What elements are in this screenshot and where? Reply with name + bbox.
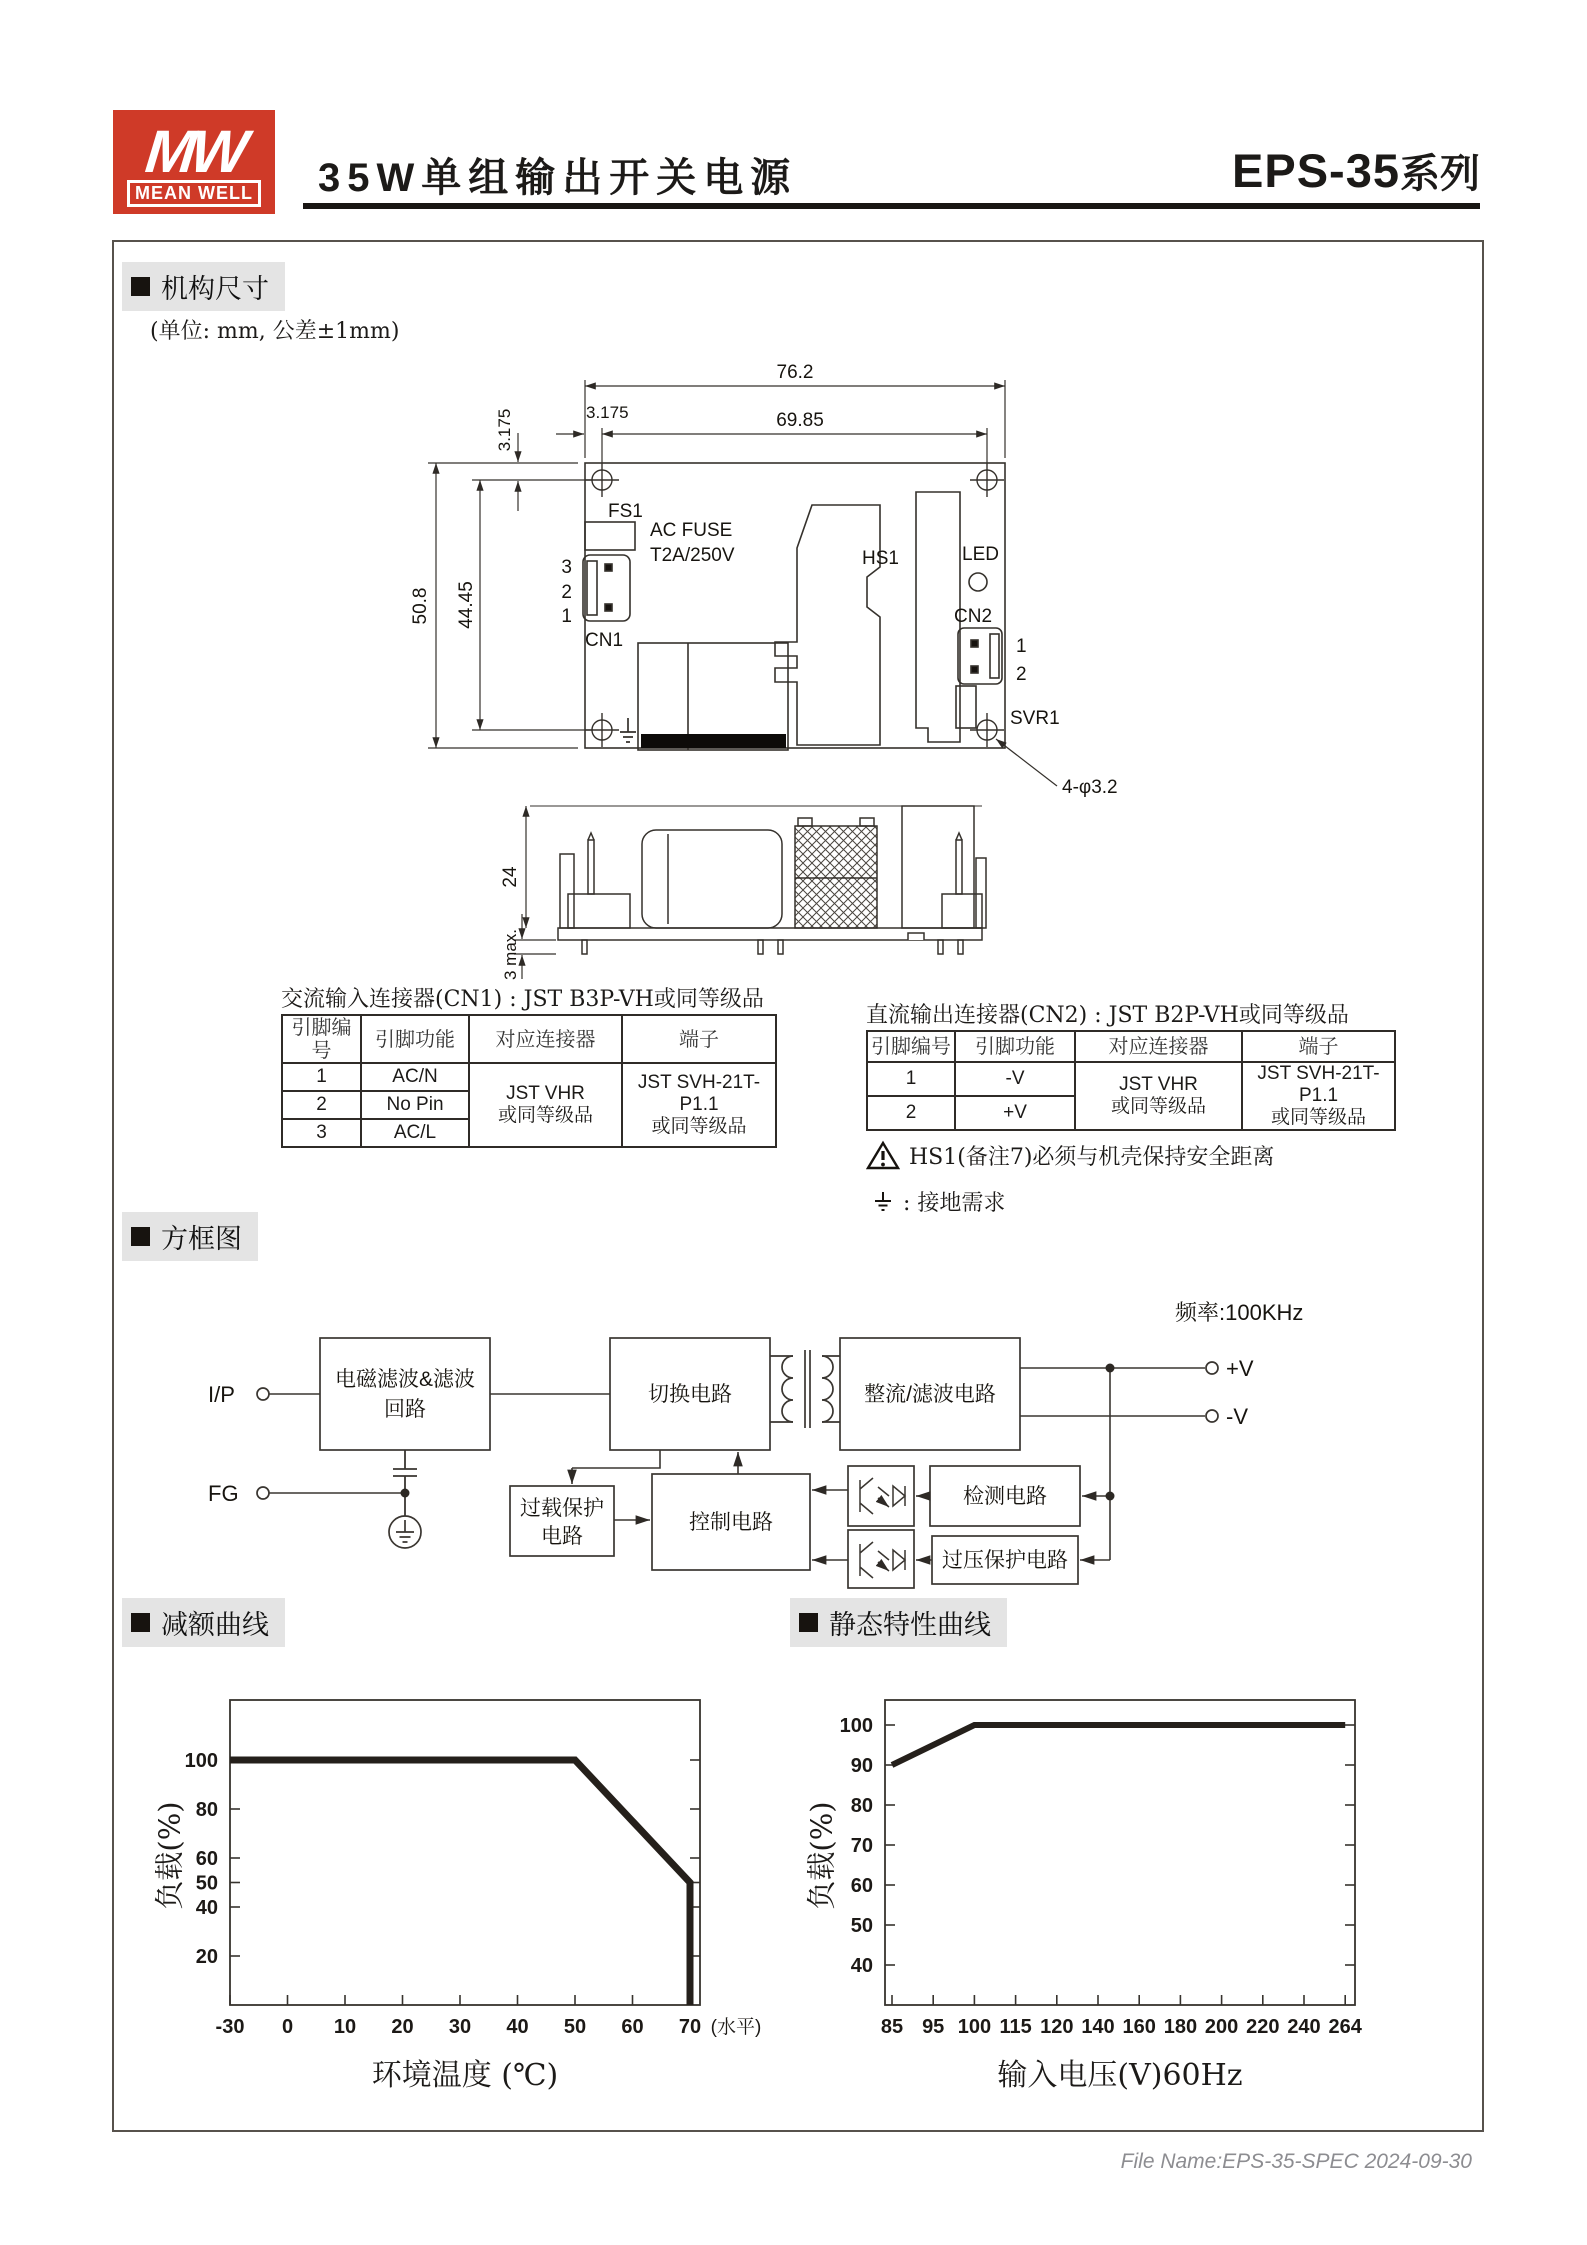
chart2-x-axis-title: 输入电压(V)60Hz	[997, 2058, 1243, 2093]
chart1-y-axis-title: 负载(%)	[152, 1801, 187, 1910]
side-heatsink	[902, 806, 974, 928]
warning-icon	[866, 1140, 900, 1171]
cn2-col-pin-no: 引脚编号	[867, 1031, 955, 1062]
x-tick-label: 140	[1081, 2016, 1115, 2038]
cn1-r2-pin: 2	[282, 1091, 361, 1119]
cn2-r2-pin: 2	[867, 1096, 955, 1130]
label-cn2: CN2	[954, 606, 993, 627]
mounting-holes	[585, 463, 1004, 747]
y-tick-label: 50	[850, 1915, 873, 1937]
label-fuse-2: T2A/250V	[650, 545, 735, 566]
section-block-diagram	[122, 1212, 258, 1261]
side-view-dims	[514, 806, 556, 979]
hs1-warning-note	[866, 1140, 1274, 1171]
footer-file-info: File Name:EPS-35-SPEC 2024-09-30	[1120, 2150, 1472, 2173]
y-tick-label: 40	[850, 1955, 873, 1977]
x-tick-label: 115	[999, 2016, 1032, 2038]
y-tick-label: 20	[195, 1946, 218, 1968]
y-tick-label: 100	[184, 1750, 218, 1772]
cn1-terminal-cell	[622, 1063, 776, 1147]
section-derating-label: 减额曲线	[161, 1610, 269, 1641]
x-tick-label: 95	[922, 2016, 945, 2038]
dim-pin-depth: 3 max.	[501, 928, 520, 980]
section-mechanical	[122, 262, 285, 311]
hs1-warning-text: HS1(备注7)必须与机壳保持安全距离	[909, 1145, 1275, 1170]
cn1-table	[281, 1014, 777, 1148]
cn1-header-row	[282, 1015, 776, 1063]
detection-label: 检测电路	[963, 1485, 1047, 1508]
cn2-table	[866, 1030, 1396, 1131]
cn2-pin-1: 1	[1016, 636, 1027, 657]
cn2-terminal-l2: 或同等级品	[1270, 1105, 1366, 1128]
x-tick-label: 40	[506, 2016, 529, 2038]
pcb-top-view-drawing	[360, 330, 1120, 800]
section-mechanical-label: 机构尺寸	[161, 274, 269, 305]
x-tick-label: 200	[1204, 2016, 1239, 2038]
label-hs1: HS1	[862, 548, 899, 569]
dim-side-height: 24	[500, 866, 521, 888]
label-cn1: CN1	[585, 630, 624, 651]
label-fuse-1: AC FUSE	[650, 520, 733, 541]
frequency-note: 频率:100KHz	[1175, 1300, 1304, 1325]
x-tick-label: 85	[880, 2016, 904, 2038]
cn1-pin-1: 1	[561, 606, 572, 627]
y-tick-label: 100	[839, 1715, 873, 1737]
cn2-terminal-l1: JST SVH-21T-P1.1	[1257, 1063, 1380, 1106]
cn1-pin-3: 3	[561, 557, 572, 578]
cn1-terminal-l1: JST SVH-21T-P1.1	[637, 1072, 761, 1116]
x-tick-label: 180	[1163, 2016, 1198, 2038]
label-led: LED	[962, 544, 999, 565]
y-tick-label: 60	[850, 1875, 873, 1897]
series-title	[1232, 142, 1480, 199]
olp-label-2: 电路	[541, 1525, 583, 1548]
x-tick-label: 10	[333, 2016, 357, 2038]
ovp-label: 过压保护电路	[942, 1549, 1068, 1572]
cn1-col-connector: 对应连接器	[469, 1015, 622, 1063]
x-tick-label: -30	[215, 2016, 245, 2038]
cn1-col-terminal: 端子	[622, 1015, 776, 1063]
x-tick-label: 264	[1328, 2016, 1362, 2038]
switching-label: 切换电路	[648, 1383, 732, 1406]
y-tick-label: 80	[195, 1799, 218, 1821]
side-transformer	[795, 826, 877, 928]
section-bullet-icon	[131, 277, 150, 296]
series-suffix: 系列	[1400, 150, 1480, 197]
cn1-connector-l2: 或同等级品	[497, 1104, 593, 1126]
section-bullet-icon	[799, 1613, 818, 1632]
chart1-x-axis-title: 环境温度 (℃)	[371, 2058, 559, 2093]
cn2-header-row	[867, 1031, 1395, 1062]
table-row	[867, 1062, 1395, 1096]
x-tick-label: 20	[391, 2016, 414, 2038]
cn2-table-title: 直流输出连接器(CN2) : JST B2P-VH或同等级品	[866, 1003, 1349, 1028]
data-series-line	[230, 1760, 690, 2005]
optocoupler-symbols	[860, 1478, 905, 1578]
y-tick-label: 60	[195, 1848, 218, 1870]
cn2-connector-shape	[958, 628, 1002, 684]
y-tick-label: 80	[850, 1795, 873, 1817]
cn2-col-connector: 对应连接器	[1075, 1031, 1242, 1062]
control-label: 控制电路	[689, 1511, 773, 1534]
ip-label: I/P	[208, 1382, 235, 1407]
cn1-connector-cell	[469, 1063, 622, 1147]
cn2-connector-cell	[1075, 1062, 1242, 1130]
label-svr1: SVR1	[1010, 708, 1060, 729]
logo-mw-icon: MW	[142, 117, 246, 185]
x-axis-suffix-label: (水平)	[710, 2017, 762, 2038]
block-diagram	[160, 1268, 1340, 1598]
derating-curve-chart	[135, 1645, 775, 2095]
dim-hole-span-v: 44.45	[456, 581, 477, 629]
meanwell-logo	[113, 110, 275, 214]
dim-inset-h: 3.175	[586, 403, 629, 422]
x-tick-label: 160	[1122, 2016, 1156, 2038]
side-connector-left	[560, 854, 574, 928]
svr1-shape	[956, 686, 976, 728]
emi-label-1: 电磁滤波&滤波	[334, 1368, 476, 1391]
dimension-lines	[428, 380, 1057, 786]
plot-area-border	[230, 1700, 700, 2005]
cn2-connector-l2: 或同等级品	[1110, 1094, 1206, 1117]
dim-inset-v: 3.175	[495, 408, 514, 452]
table-row	[282, 1063, 776, 1091]
x-tick-label: 70	[678, 2016, 702, 2038]
side-capacitor	[642, 830, 782, 928]
cn2-terminal-cell	[1242, 1062, 1395, 1130]
x-tick-label: 100	[957, 2016, 992, 2038]
rectifier-label: 整流/滤波电路	[864, 1383, 996, 1406]
cn1-col-pin-fn: 引脚功能	[361, 1015, 469, 1063]
x-tick-label: 0	[281, 2016, 294, 2038]
cn1-r1-pin: 1	[282, 1063, 361, 1091]
section-static	[790, 1598, 1007, 1647]
logo-wordmark: MEAN WELL	[127, 180, 261, 207]
dimension-texts	[410, 362, 1118, 798]
y-tick-label: 70	[850, 1835, 873, 1857]
earth-symbol-icon	[620, 718, 636, 742]
x-tick-label: 60	[621, 2016, 644, 2038]
earth-ground-icon	[872, 1190, 894, 1214]
x-tick-label: 120	[1040, 2016, 1074, 2038]
series-code: EPS-35	[1232, 144, 1400, 197]
emi-label-2: 回路	[384, 1398, 426, 1421]
cn1-r1-fn: AC/N	[361, 1063, 469, 1091]
cn2-col-terminal: 端子	[1242, 1031, 1395, 1062]
section-bullet-icon	[131, 1613, 150, 1632]
cn2-pin-2: 2	[1016, 664, 1027, 685]
cn1-table-title: 交流输入连接器(CN1) : JST B3P-VH或同等级品	[281, 987, 764, 1012]
fg-label: FG	[208, 1481, 239, 1506]
cn1-r3-pin: 3	[282, 1119, 361, 1147]
ground-note-text: : 接地需求	[903, 1191, 1006, 1216]
cn1-terminal-l2: 或同等级品	[651, 1114, 747, 1137]
led-shape	[969, 573, 987, 591]
dim-board-height: 50.8	[410, 587, 431, 625]
label-fs1: FS1	[608, 501, 643, 522]
cn2-r1-pin: 1	[867, 1062, 955, 1096]
vminus-label: -V	[1226, 1404, 1248, 1429]
dim-board-width: 76.2	[776, 362, 814, 383]
transformer-shape	[775, 505, 880, 745]
cn1-r3-fn: AC/L	[361, 1119, 469, 1147]
header-rule	[303, 203, 1480, 209]
section-derating	[122, 1598, 285, 1647]
side-view-shapes	[530, 806, 986, 954]
page-title: 35W单组输出开关电源	[318, 156, 798, 200]
data-series-line	[892, 1725, 1345, 1765]
block-diagram-texts	[335, 1300, 1303, 1572]
transformer-symbol	[770, 1350, 840, 1428]
emi-filter-box	[320, 1338, 490, 1450]
y-tick-label: 90	[850, 1755, 873, 1777]
pcb-side-view-drawing	[470, 782, 1040, 982]
ground-note	[872, 1186, 1005, 1217]
x-tick-label: 240	[1287, 2016, 1321, 2038]
static-characteristic-chart	[800, 1645, 1440, 2095]
chart2-y-axis-title: 负载(%)	[804, 1801, 839, 1910]
section-bullet-icon	[131, 1227, 150, 1246]
cn2-col-pin-fn: 引脚功能	[955, 1031, 1075, 1062]
cn1-pin-2: 2	[561, 582, 572, 603]
olp-label-1: 过载保护	[520, 1497, 604, 1520]
dim-hole-span-h: 69.85	[776, 410, 824, 431]
hole-size-note: 4-φ3.2	[1062, 777, 1118, 798]
cn1-connector-l1: JST VHR	[506, 1083, 585, 1105]
section-static-label: 静态特性曲线	[829, 1610, 991, 1641]
unit-note: (单位: mm, 公差±1mm)	[150, 319, 400, 344]
earth-symbol	[389, 1516, 421, 1548]
y-tick-label: 50	[195, 1872, 218, 1895]
component-labels	[561, 501, 1059, 729]
board-outline-group	[585, 463, 1005, 748]
cn2-r1-fn: -V	[955, 1062, 1075, 1096]
side-view-texts	[500, 866, 521, 980]
x-tick-label: 30	[448, 2016, 472, 2038]
plot-area-border	[885, 1700, 1355, 2005]
vplus-label: +V	[1226, 1356, 1254, 1381]
y-tick-label: 40	[195, 1897, 218, 1919]
cn2-connector-l1: JST VHR	[1119, 1073, 1198, 1095]
section-block-label: 方框图	[161, 1224, 242, 1255]
x-tick-label: 220	[1246, 2016, 1280, 2038]
cn1-r2-fn: No Pin	[361, 1091, 469, 1119]
cn1-col-pin-no: 引脚编号	[282, 1015, 361, 1063]
x-tick-label: 50	[563, 2016, 587, 2038]
side-connector-right	[976, 858, 986, 928]
component-shapes	[583, 492, 1002, 750]
fuse-fs1-shape	[585, 522, 635, 550]
cn2-r2-fn: +V	[955, 1096, 1075, 1130]
capacitor-shape	[638, 643, 788, 750]
